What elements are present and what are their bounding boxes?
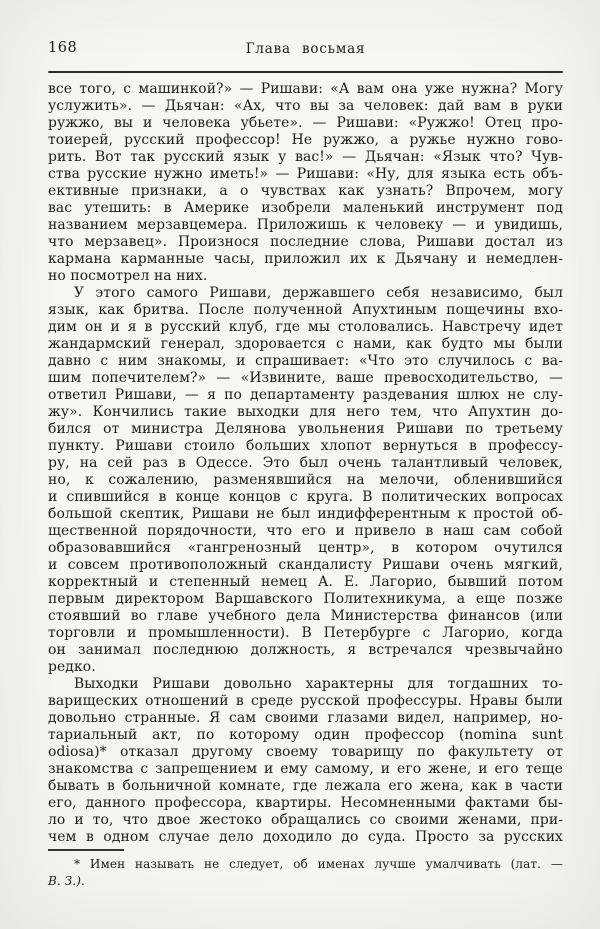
page-number: 168 — [48, 40, 78, 56]
body-text-line: названием мерзавцемера. Приложишь к человеку — и увидишь, — [48, 217, 563, 233]
footnote — [48, 856, 563, 889]
body-text-line: ответил Ришави, — я по департаменту раздевания шлюх не слу- — [48, 387, 563, 403]
body-text-line: тоиерей, русский профессор! Не ружжо, а ружье нужно гово- — [48, 132, 563, 148]
body-text-line: и совсем противоположный скандалисту Ришави очень мягкий, — [48, 557, 563, 573]
body-text-line: все того, с машинкой?» — Ришави: «А вам она уже нужна? Могу — [48, 81, 563, 97]
header-rule — [48, 71, 563, 73]
body-text-line: рить. Вот так русский язык у вас!» — Дьячан: «Язык что? Чув- — [48, 149, 563, 165]
body-text-line: пункту. Ришави стоило больших хлопот вернуться в профессу- — [48, 438, 563, 454]
body-text-line: довольно странные. Я сам своими глазами видел, например, но- — [48, 710, 563, 726]
body-text-line: большой скептик, Ришави не был индифферентным к простой об- — [48, 506, 563, 522]
body-text-line: жандармский генерал, здоровается с нами, как будто мы были — [48, 336, 563, 352]
body-text-line: odiosa)* отказал другому своему товарищу по факультету от — [48, 744, 563, 760]
body-text-line: но посмотрел на них. — [48, 268, 208, 284]
body-text-line: что мерзавец». Произнося последние слова, Ришави достал из — [48, 234, 563, 250]
body-text-line: но, к сожалению, разменявшийся на мелочи, обленившийся — [48, 472, 563, 488]
running-title: Глава восьмая — [245, 41, 366, 57]
body-text-line: стоявший во главе учебного дела Министерства финансов (или — [48, 608, 563, 624]
body-text-line: услужить». — Дьячан: «Ах, что вы за человек: дай вам в руки — [48, 98, 563, 114]
body-text-line: чем в одном случае дело доходило до суда. Просто за русских — [48, 829, 563, 845]
body-text-line: его, данного профессора, квартиры. Несомненными фактами бы- — [48, 795, 563, 811]
body-text-line: редко. — [48, 659, 96, 675]
body-text-line: ства русские нужно иметь!» — Ришави: «Ну, для языка есть объ- — [48, 166, 563, 182]
body-text-line: первым директором Варшавского Политехникума, а еще позже — [48, 591, 563, 607]
body-text-line: Выходки Ришави довольно характерны для тогдашних то- — [74, 676, 563, 692]
footnote-line: В. З.). — [48, 873, 85, 888]
body-text-line: кармана карманные часы, приложил их к Дьячану и немедлен- — [48, 251, 563, 267]
page-header — [48, 40, 563, 58]
body-text-line: язык, как бритва. После полученной Апухтиным пощечины вхо- — [48, 302, 563, 318]
body-text-line: ективные признаки, а о чувствах как узнать? Впрочем, могу — [48, 183, 563, 199]
body-text-line: дим он и я в русский клуб, где мы столовались. Навстречу идет — [48, 319, 563, 335]
body-text-line: он занимал последнюю должность, я встречался чрезвычайно — [48, 642, 563, 658]
body-text-line: У этого самого Ришави, державшего себя независимо, был — [74, 285, 563, 301]
body-text-line: вас утешить: в Америке изобрели маленький инструмент под — [48, 200, 563, 216]
body-text-line: жу». Кончились такие выходки для него тем, что Апухтин до- — [48, 404, 563, 420]
body-text-line: варищеских отношений в среде русской профессуры. Нравы были — [48, 693, 563, 709]
body-text-line: ло и то, что двое жестоко обращались со своими женами, при- — [48, 812, 563, 828]
body-text — [48, 81, 563, 846]
footnote-rule — [48, 849, 124, 851]
body-text-line: корректный и степенный немец А. Е. Лагорио, бывший потом — [48, 574, 563, 590]
body-text-line: тариальный акт, по которому один профессор (nomina sunt — [48, 727, 563, 743]
body-text-line: щественной порядочности, что его и привело в наш сам собой — [48, 523, 563, 539]
body-text-line: бывать в больничной комнате, где лежала его жена, как в части — [48, 778, 563, 794]
body-text-line: давно с ним знакомы, и спрашивает: «Что это случилось с ва- — [48, 353, 563, 369]
body-text-line: знакомства с запрещением и ему самому, и его жене, и его теще — [48, 761, 563, 777]
footnote-line: * Имен называть не следует, об именах лучше умалчивать (лат. — — [74, 857, 563, 871]
body-text-line: образовавшийся «гангренозный центр», в котором очутился — [48, 540, 563, 556]
body-text-line: и спившийся в конце концов с круга. В политических вопросах — [48, 489, 563, 505]
body-text-line: бился от министра Делянова увольнения Ришави по третьему — [48, 421, 563, 437]
body-text-line: шим попечителем?» — «Извините, ваше превосходительство, — — [48, 370, 563, 386]
body-text-line: торговли и промышленности). В Петербурге с Лагорио, когда — [48, 625, 563, 641]
body-text-line: ру, на сей раз в Одессе. Это был очень талантливый человек, — [48, 455, 563, 471]
body-text-line: ружжо, вы и человека убьете». — Ришави: «Ружжо! Отец про- — [48, 115, 563, 131]
